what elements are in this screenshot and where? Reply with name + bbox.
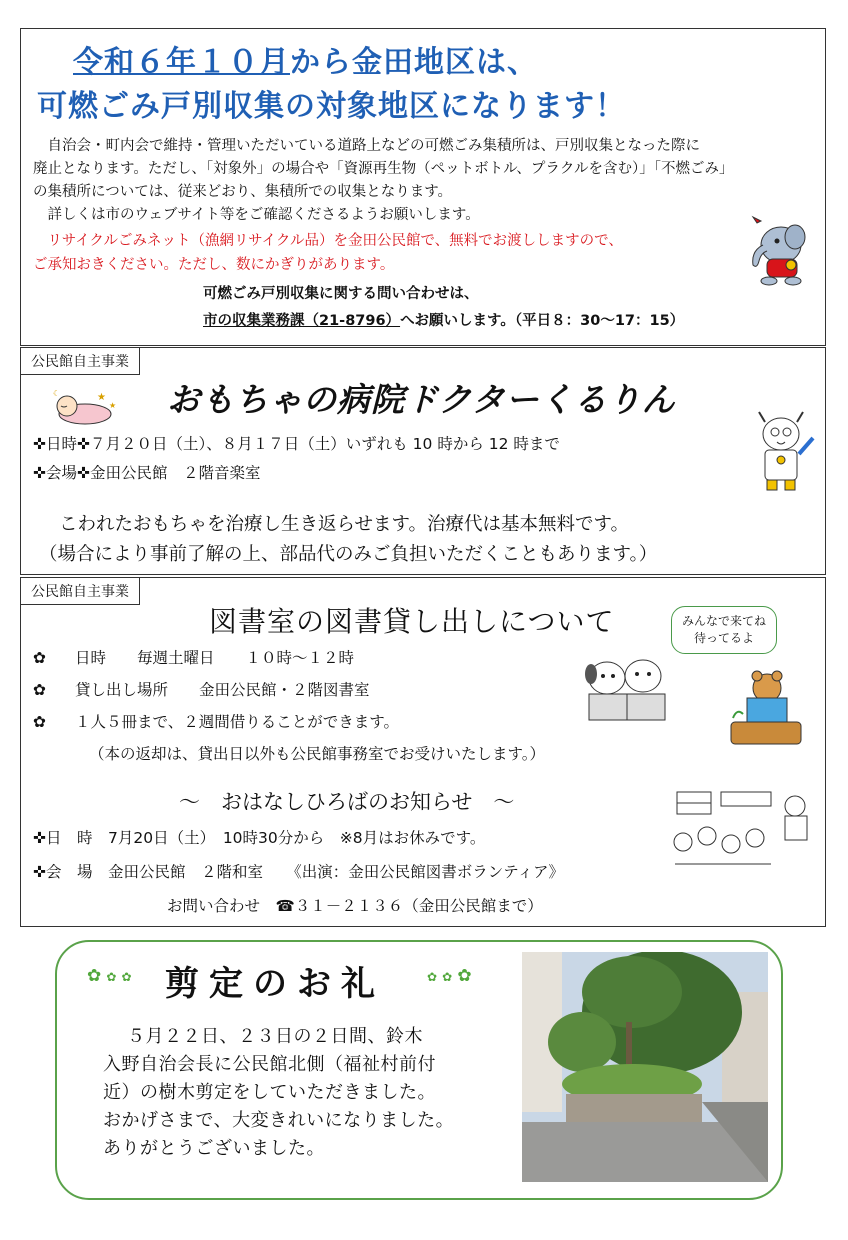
notice-heading-underlined: 令和６年１０月 xyxy=(73,45,290,80)
library-item xyxy=(33,646,354,668)
flower-icon: ✿ xyxy=(442,970,453,984)
storytime-children-illustration xyxy=(667,786,817,870)
ohanashi-title: ～ おはなしひろばのお知らせ ～ xyxy=(179,790,515,814)
thanks-line: ５月２２日、２３日の２日間、鈴木 xyxy=(127,1026,423,1047)
flower-bullet-icon: ✿ xyxy=(33,681,46,699)
section-tag: 公民館自主事業 xyxy=(21,578,140,605)
notice-body-line: 廃止となります。ただし、「対象外」の場合や「資源再生物（ペットボトル、プラクルを含む）」「不燃ごみ」 xyxy=(33,161,734,177)
notice-body-line: 詳しくは市のウェブサイト等をご確認くださるようお願いします。 xyxy=(33,207,480,223)
pruned-trees-photo xyxy=(522,952,768,1182)
bear-reading-illustration xyxy=(727,668,803,746)
svg-text:☾: ☾ xyxy=(53,389,61,398)
notice-red-line: リサイクルごみネット（漁網リサイクル品）を金田公民館で、無料でお渡ししますので、 xyxy=(33,233,623,249)
flower-decoration-left xyxy=(87,966,132,986)
library-section xyxy=(20,577,826,927)
library-title: 図書室の図書貸し出しについて xyxy=(209,605,615,638)
flower-bullet-icon: ✿ xyxy=(33,713,46,731)
toy-clinic-desc: こわれたおもちゃを治療し生き返らせます。治療代は基本無料です。 xyxy=(59,514,629,535)
venue-value: 金田公民館 ２階音楽室 xyxy=(89,464,261,482)
flower-icon: ✿ xyxy=(106,970,117,984)
date-value: ７月２０日（土）、８月１７日（土）いずれも 10 時から 12 時まで xyxy=(89,435,560,453)
library-item-text: 日時 毎週土曜日 １０時～１２時 xyxy=(75,649,355,667)
thanks-line: 入野自治会長に公民館北側（福祉村前付 xyxy=(103,1054,436,1075)
flower-icon: ✿ xyxy=(457,966,472,986)
garbage-collection-notice xyxy=(20,28,826,346)
flower-icon: ✿ xyxy=(427,970,438,984)
thanks-title: 剪定のお礼 xyxy=(165,964,385,1004)
bubble-line: みんなで来てね xyxy=(682,614,767,628)
inquiry-line1: 可燃ごみ戸別収集に関する問い合わせは、 xyxy=(203,286,479,302)
elephant-mascot-illustration xyxy=(743,215,813,287)
notice-body-line: 自治会・町内会で維持・管理いただいている道路上などの可燃ごみ集積所は、戸別収集となった際に xyxy=(33,138,700,154)
thanks-line: おかげさまで、大変きれいになりました。 xyxy=(103,1110,455,1131)
flower-decoration-right xyxy=(427,966,472,986)
library-return-note: （本の返却は、貸出日以外も公民館事務室でお受けいたします。） xyxy=(89,745,546,763)
toy-clinic-title: おもちゃの病院ドクターくるりん xyxy=(167,380,676,419)
date-label: ✜日時✜ xyxy=(33,435,90,453)
notice-heading-line1 xyxy=(73,37,538,81)
library-item xyxy=(33,710,399,732)
library-item-text: 貸し出し場所 金田公民館・２階図書室 xyxy=(75,681,370,699)
ohanashi-date: ✜日 時 7月20日（土） 10時30分から ※8月はお休みです。 xyxy=(33,829,486,847)
flower-icon: ✿ xyxy=(87,966,102,986)
section-tag: 公民館自主事業 xyxy=(21,348,140,375)
toy-clinic-section xyxy=(20,347,826,575)
reading-dogs-illustration xyxy=(577,654,677,726)
library-item-text: １人５冊まで、２週間借りることができます。 xyxy=(75,713,399,731)
flower-icon: ✿ xyxy=(121,970,132,984)
toy-clinic-venue xyxy=(33,461,261,483)
inquiry-line2 xyxy=(203,310,684,333)
doctor-goat-illustration xyxy=(751,408,817,494)
notice-red-line: ご承知おきください。ただし、数にかぎりがあります。 xyxy=(33,257,395,273)
ohanashi-venue: ✜会 場 金田公民館 ２階和室 《出演：金田公民館図書ボランティア》 xyxy=(33,863,564,881)
venue-label: ✜会場✜ xyxy=(33,464,90,482)
svg-text:★: ★ xyxy=(109,401,117,410)
notice-heading-rest: から金田地区は、 xyxy=(290,45,538,80)
notice-heading-line2: 可燃ごみ戸別収集の対象地区になります！ xyxy=(37,89,626,124)
pruning-thanks-section xyxy=(55,940,783,1200)
inquiry-dept: 市の収集業務課（21-8796） xyxy=(203,313,401,329)
thanks-line: ありがとうございました。 xyxy=(103,1138,325,1159)
thanks-line: 近）の樹木剪定をしていただきました。 xyxy=(103,1082,436,1103)
flower-bullet-icon: ✿ xyxy=(33,649,46,667)
ohanashi-contact: お問い合わせ ☎３１－２１３６（金田公民館まで） xyxy=(167,897,543,915)
inquiry-hours: へお願いします。（平日８：30～17：15） xyxy=(400,313,685,329)
toy-clinic-date xyxy=(33,432,560,454)
bubble-line: 待ってるよ xyxy=(694,631,755,645)
library-item xyxy=(33,678,370,700)
toy-clinic-note: （場合により事前了解の上、部品代のみご負担いただくこともあります。） xyxy=(39,544,658,565)
speech-bubble xyxy=(671,606,777,654)
notice-body-line: の集積所については、従来どおり、集積所での収集となります。 xyxy=(33,184,453,200)
sleeping-baby-illustration xyxy=(49,388,119,428)
svg-text:★: ★ xyxy=(97,392,106,403)
